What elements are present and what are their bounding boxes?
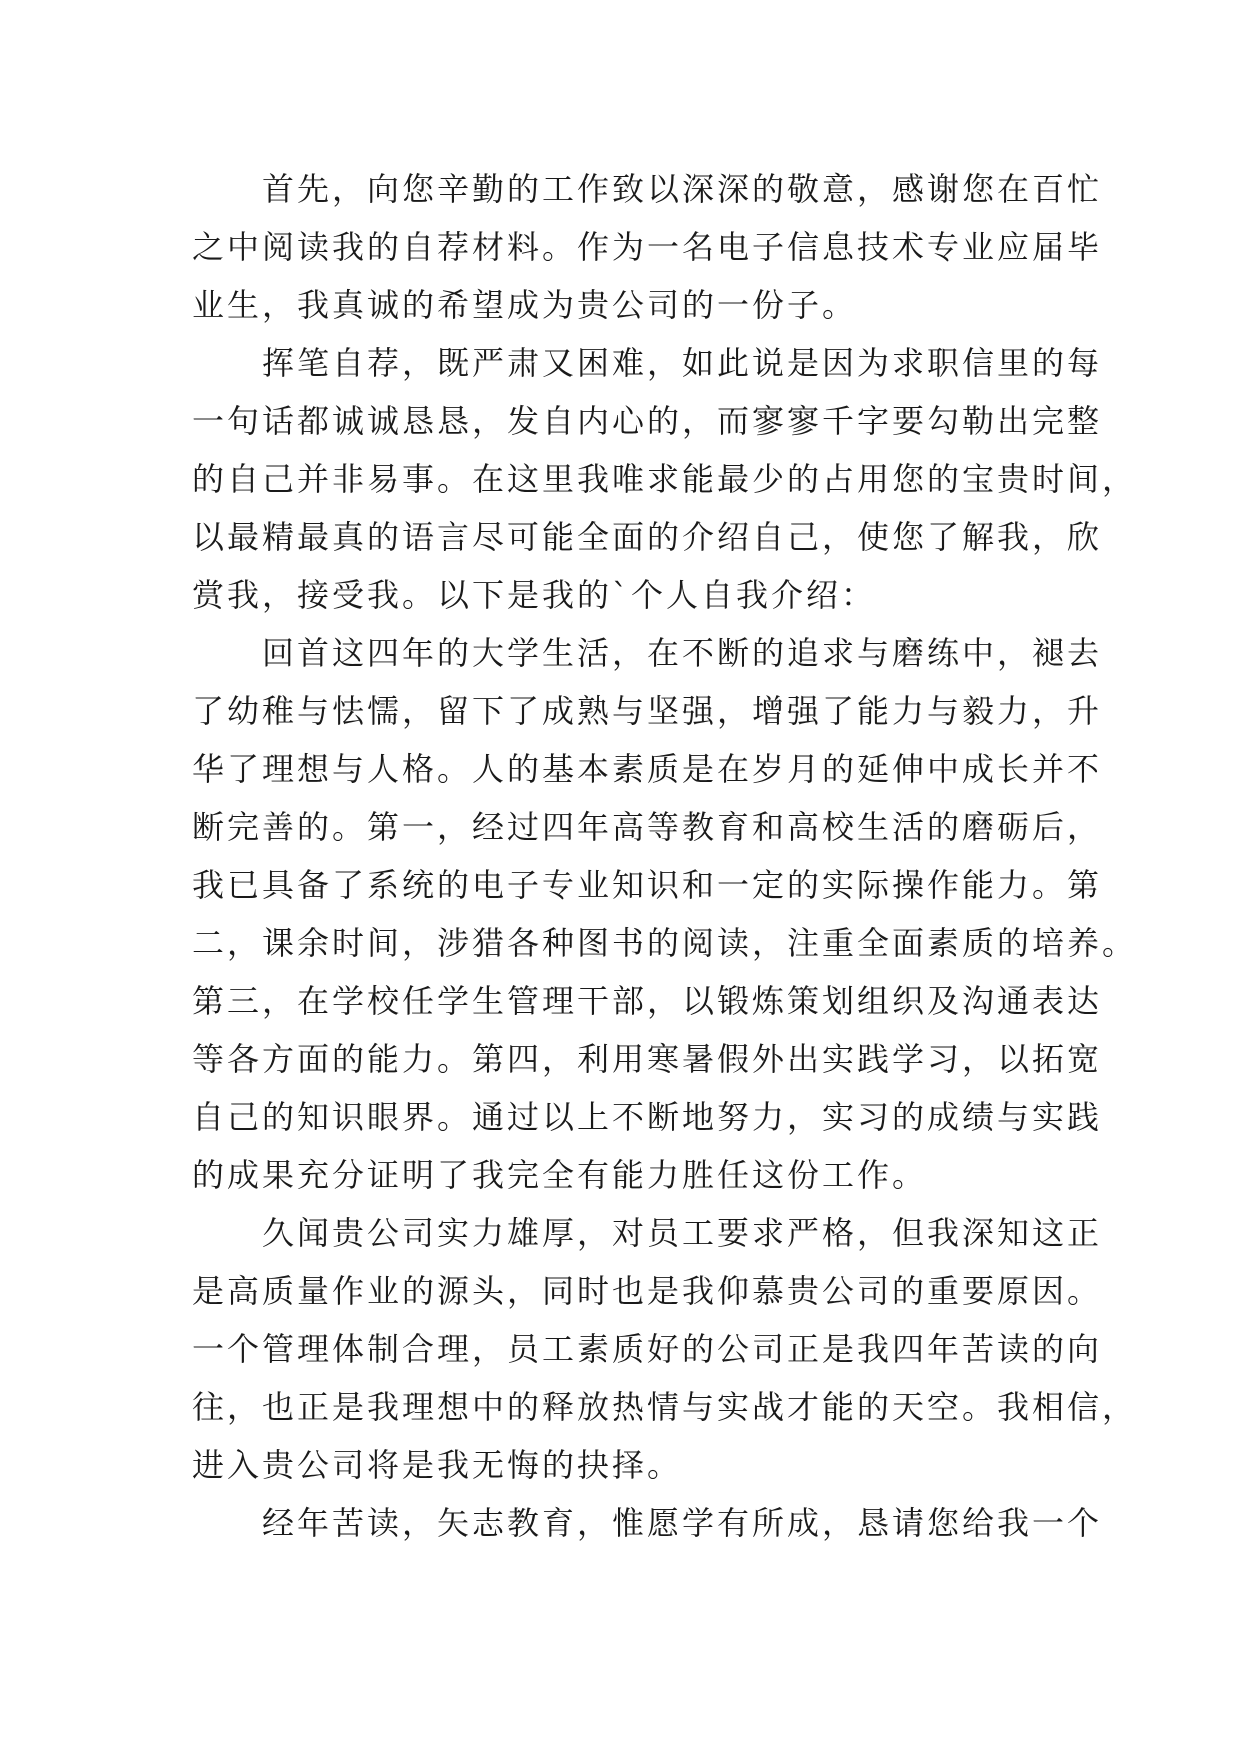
text-line: 业生，我真诚的希望成为贵公司的一份子。	[192, 286, 858, 324]
text-line: 了幼稚与怯懦，留下了成熟与坚强，增强了能力与毅力，升	[192, 692, 1103, 730]
text-line: 进入贵公司将是我无悔的抉择。	[192, 1446, 683, 1484]
text-line: 一个管理体制合理，员工素质好的公司正是我四年苦读的向	[192, 1330, 1103, 1368]
text-line: 自己的知识眼界。通过以上不断地努力，实习的成绩与实践	[192, 1098, 1103, 1136]
text-line: 是高质量作业的源头，同时也是我仰慕贵公司的重要原因。	[192, 1272, 1103, 1310]
text-line: 以最精最真的语言尽可能全面的介绍自己，使您了解我，欣	[192, 518, 1103, 556]
text-line: 等各方面的能力。第四，利用寒暑假外出实践学习，以拓宽	[192, 1040, 1103, 1078]
text-line: 我已具备了系统的电子专业知识和一定的实际操作能力。第	[192, 866, 1103, 904]
text-line: 挥笔自荐，既严肃又困难，如此说是因为求职信里的每	[192, 344, 1103, 382]
text-line: 一句话都诚诚恳恳，发自内心的，而寥寥千字要勾勒出完整	[192, 402, 1103, 440]
text-line: 赏我，接受我。以下是我的`个人自我介绍：	[192, 576, 877, 614]
text-line: 华了理想与人格。人的基本素质是在岁月的延伸中成长并不	[192, 750, 1103, 788]
letter-body	[192, 160, 1138, 1552]
text-line: 的自己并非易事。在这里我唯求能最少的占用您的宝贵时间，	[192, 460, 1138, 498]
text-line: 首先，向您辛勤的工作致以深深的敬意，感谢您在百忙	[192, 170, 1103, 208]
text-line: 的成果充分证明了我完全有能力胜任这份工作。	[192, 1156, 928, 1194]
text-line: 断完善的。第一，经过四年高等教育和高校生活的磨砺后，	[192, 808, 1103, 846]
text-line: 经年苦读，矢志教育，惟愿学有所成，恳请您给我一个	[192, 1504, 1103, 1542]
text-line: 往，也正是我理想中的释放热情与实战才能的天空。我相信，	[192, 1388, 1138, 1426]
text-line: 二，课余时间，涉猎各种图书的阅读，注重全面素质的培养。	[192, 924, 1138, 962]
text-line: 第三，在学校任学生管理干部，以锻炼策划组织及沟通表达	[192, 982, 1103, 1020]
text-line: 回首这四年的大学生活，在不断的追求与磨练中，褪去	[192, 634, 1103, 672]
text-line: 久闻贵公司实力雄厚，对员工要求严格，但我深知这正	[192, 1214, 1103, 1252]
text-line: 之中阅读我的自荐材料。作为一名电子信息技术专业应届毕	[192, 228, 1103, 266]
